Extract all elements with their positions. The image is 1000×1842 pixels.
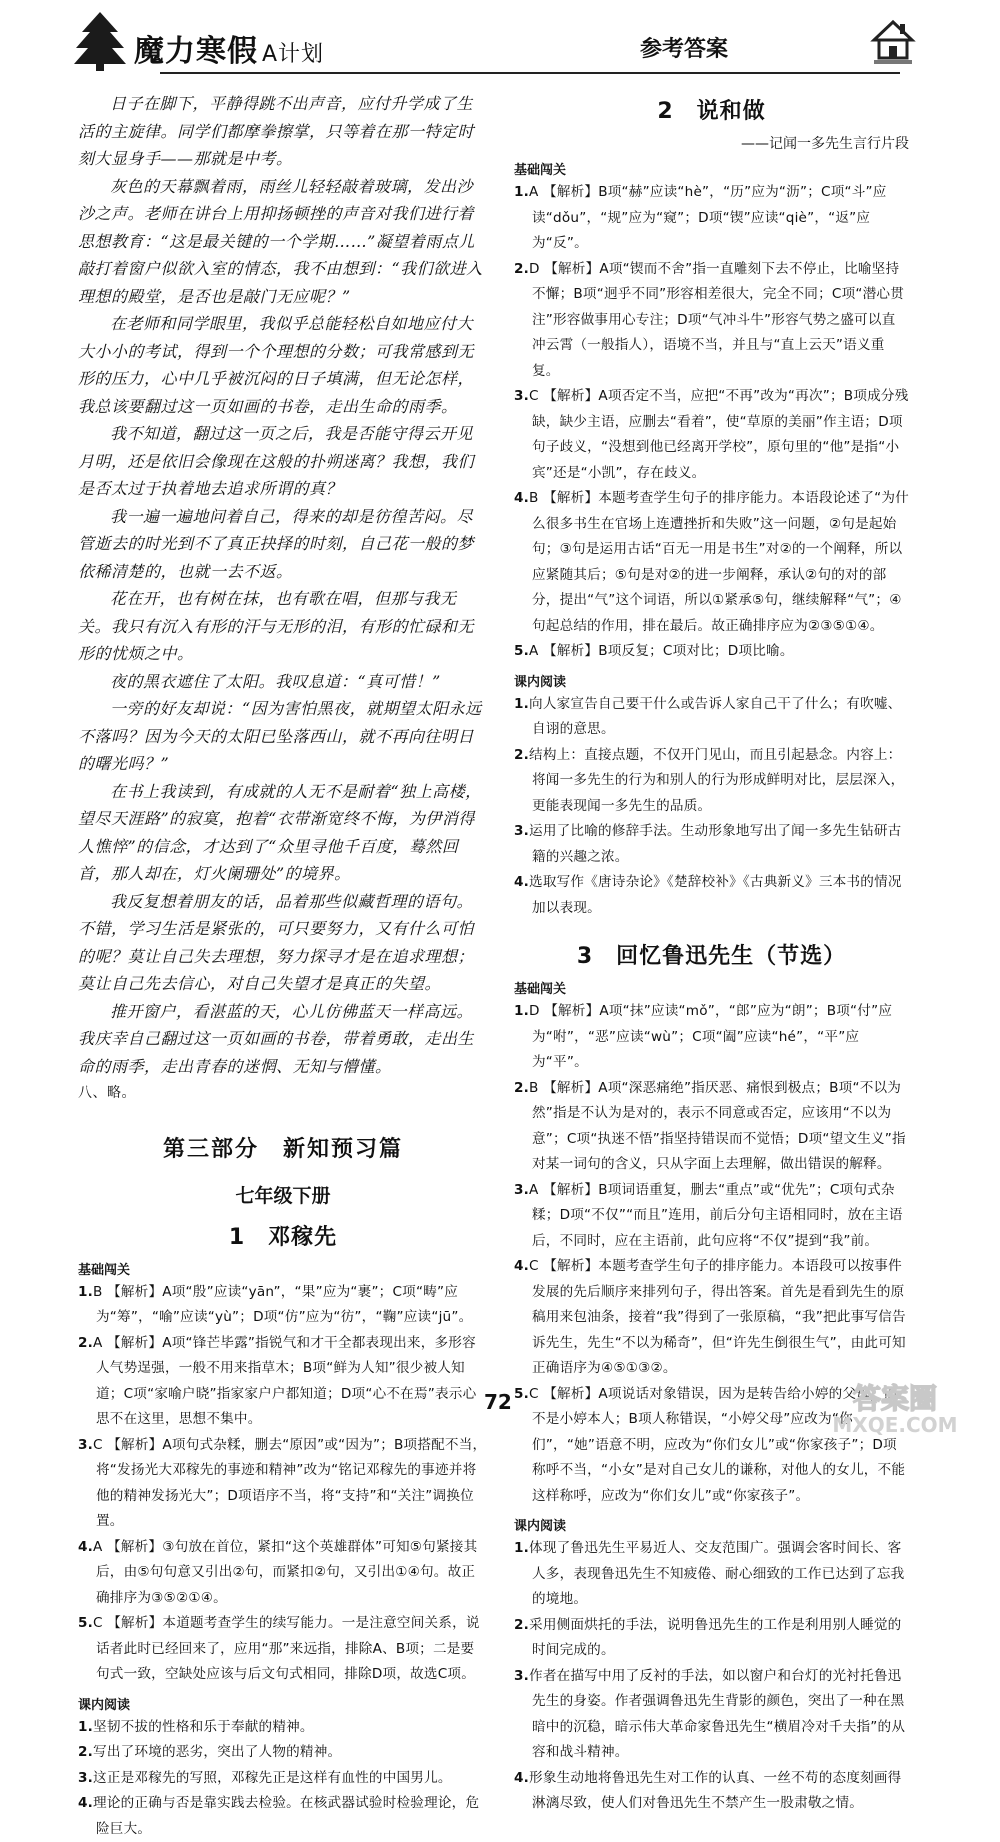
- essay-paragraph: 我一遍一遍地问着自己，得来的却是彷徨苦闷。尽管逝去的时光到不了真正抉择的时刻，自己花一般的梦依稀清楚的，也就一去不返。: [78, 503, 488, 586]
- lesson-subtitle: ——记闻一多先生言行片段: [514, 133, 909, 153]
- essay: [78, 90, 488, 1108]
- list-item: 5.C 【解析】A项说话对象错误，因为是转告给小婷的父母，而不是小婷本人；B项人称错误，“小婷父母”应改为“你们”，“她”语意不明，应改为“你们女儿”或“你家孩子”；D项称呼不当，“小女”是对自己女儿的谦称，对他人的女儿，不能这样称呼，应改为“你们女儿”或“你家孩子”。: [514, 1382, 909, 1510]
- list-item: 3.C 【解析】A项否定不当，应把“不再”改为“再次”；B项成分残缺，缺少主语，应删去“看着”，使“草原的美丽”作主语；D项句子歧义，“没想到他已经离开学校”，原句里的“他”是指“小宾”还是“小凯”，存在歧义。: [514, 384, 909, 486]
- section-heading: 基础闯关: [514, 159, 909, 178]
- section-heading: 基础闯关: [78, 1259, 488, 1278]
- list-item: 3.作者在描写中用了反衬的手法，如以窗户和台灯的光衬托鲁迅先生的身姿。作者强调鲁迅先生背影的颜色，突出了一种在黑暗中的沉稳，暗示伟大革命家鲁迅先生“横眉冷对千夫指”的从容和战斗精神。: [514, 1664, 909, 1766]
- list-item: 1.B 【解析】A项“殷”应读“yān”，“果”应为“裹”；C项“畴”应为“筹”，“喻”应读“yù”；D项“仿”应为“彷”，“鞠”应读“jū”。: [78, 1280, 488, 1331]
- lesson-title: 1 邓稼先: [78, 1220, 488, 1251]
- essay-paragraph: 推开窗户，看湛蓝的天，心儿仿佛蓝天一样高远。我庆幸自己翻过这一页如画的书卷，带着勇敢，走出生命的雨季，走出青春的迷惘、无知与懵懂。: [78, 998, 488, 1081]
- watermark-logo: [800, 1378, 990, 1436]
- list-item: 4.C 【解析】本题考查学生句子的排序能力。本语段可以按事件发展的先后顺序来排列句子，得出答案。首先是看到先生的原稿用来包油条，接着“我”得到了一张原稿，“我”把此事写信告诉先生，先生“不以为稀奇”，但“许先生倒很生气”，由此可知正确语序为④⑤①③②。: [514, 1254, 909, 1382]
- list-item: 1.坚韧不拔的性格和乐于奉献的精神。: [78, 1715, 488, 1741]
- brand-sub: A计划: [262, 42, 324, 67]
- left-column: [78, 90, 488, 1842]
- lesson-title: 3 回忆鲁迅先生（节选）: [514, 939, 909, 970]
- essay-paragraph: 日子在脚下，平静得跳不出声音，应付升学成了生活的主旋律。同学们都摩拳擦掌，只等着在那一特定时刻大显身手——那就是中考。: [78, 90, 488, 173]
- snow-house-icon: [868, 16, 918, 66]
- essay-paragraph: 一旁的好友却说：“因为害怕黑夜，就期望太阳永远不落吗？因为今天的太阳已坠落西山，就不再向往明日的曙光吗？”: [78, 695, 488, 778]
- list-item: 4.B 【解析】本题考查学生句子的排序能力。本语段论述了“为什么很多书生在官场上连遭挫折和失败”这一问题，②句是起始句；③句是运用古话“百无一用是书生”对②的一个阐释，所以应紧随其后；⑤句是对②的进一步阐释，承认②句的对的部分，提出“气”这个词语，所以①紧承⑤句，继续解释“气”；④句起总结的作用，排在最后。故正确排序应为②③⑤①④。: [514, 486, 909, 639]
- list-item: 4.形象生动地将鲁迅先生对工作的认真、一丝不苟的态度刻画得淋漓尽致，使人们对鲁迅先生不禁产生一股肃敬之情。: [514, 1766, 909, 1817]
- section-heading: 课内阅读: [514, 1515, 909, 1534]
- list-item: 1.A 【解析】B项“赫”应读“hè”，“历”应为“沥”；C项“斗”应读“dǒu”，“规”应为“窥”；D项“锲”应读“qiè”，“返”应为“反”。: [514, 180, 909, 257]
- list-item: 5.C 【解析】本道题考查学生的续写能力。一是注意空间关系，说话者此时已经回来了，应用“那”来远指，排除A、B项；二是要句式一致，空缺处应该与后文句式相同，排除D项，故选C项。: [78, 1611, 488, 1688]
- header-rule: [160, 72, 900, 74]
- list-item: 3.这正是邓稼先的写照，邓稼先正是这样有血性的中国男儿。: [78, 1766, 488, 1792]
- list-item: 3.C 【解析】A项句式杂糅，删去“原因”或“因为”；B项搭配不当，将“发扬光大邓稼先的事迹和精神”改为“铭记邓稼先的事迹并将他的精神发扬光大”；D项语序不当，将“支持”和“关注”调换位置。: [78, 1433, 488, 1535]
- list-item: 5.A 【解析】B项反复；C项对比；D项比喻。: [514, 639, 909, 665]
- essay-paragraph: 在老师和同学眼里，我似乎总能轻松自如地应付大大小小的考试，得到一个个理想的分数；可我常感到无形的压力，心中几乎被沉闷的日子填满，但无论怎样，我总该要翻过这一页如画的书卷，走出生命的雨季。: [78, 310, 488, 420]
- list-item: 2.采用侧面烘托的手法，说明鲁迅先生的工作是利用别人睡觉的时间完成的。: [514, 1613, 909, 1664]
- list-item: 3.运用了比喻的修辞手法。生动形象地写出了闻一多先生钻研古籍的兴趣之浓。: [514, 819, 909, 870]
- pine-tree-icon: [72, 10, 128, 72]
- list-item: 1.体现了鲁迅先生平易近人、交友范围广。强调会客时间长、客人多，表现鲁迅先生不知疲倦、耐心细致的工作已达到了忘我的境地。: [514, 1536, 909, 1613]
- section-heading: 课内阅读: [78, 1694, 488, 1713]
- answer-list: [78, 1280, 488, 1688]
- answer-list: [514, 180, 909, 665]
- list-item: 4.A 【解析】③句放在首位，紧扣“这个英雄群体”可知⑤句紧接其后，由⑤句句意又引出②句，而紧扣②句，又引出①④句。故正确排序为③⑤②①④。: [78, 1535, 488, 1612]
- list-item: 1.D 【解析】A项“抹”应读“mǒ”，“郎”应为“朗”；B项“付”应为“咐”，“恶”应读“wù”；C项“阖”应读“hé”，“平”应为“平”。: [514, 999, 909, 1076]
- answer-list: [514, 692, 909, 922]
- page-number: 72: [484, 1390, 512, 1414]
- page-header: [0, 0, 1000, 80]
- list-item: 2.B 【解析】A项“深恶痛绝”指厌恶、痛恨到极点；B项“不以为然”指是不认为是对的，表示不同意或否定，应该用“不以为意”；C项“执迷不悟”指坚持错误而不觉悟；D项“望文生义”指对某一词句的含义，只从字面上去理解，做出错误的解释。: [514, 1076, 909, 1178]
- brand-name: 魔力寒假: [134, 34, 258, 69]
- essay-paragraph: 在书上我读到，有成就的人无不是耐着“独上高楼，望尽天涯路”的寂寞，抱着“衣带渐宽终不悔，为伊消得人憔悴”的信念，才达到了“众里寻他千百度，蓦然回首，那人却在，灯火阑珊处”的境界。: [78, 778, 488, 888]
- essay-paragraph: 我不知道，翻过这一页之后，我是否能守得云开见月明，还是依旧会像现在这般的扑朔迷离？我想，我们是否太过于执着地去追求所谓的真？: [78, 420, 488, 503]
- essay-paragraph: 夜的黑衣遮住了太阳。我叹息道：“真可惜！”: [78, 668, 488, 696]
- essay-end: 八、略。: [78, 1080, 488, 1108]
- list-item: 2.D 【解析】A项“锲而不舍”指一直雕刻下去不停止，比喻坚持不懈；B项“迥乎不同”形容相差很大，完全不同；C项“潜心贯注”形容做事用心专注；D项“气冲斗牛”形容气势之盛可以直冲云霄（一般指人），语境不当，并且与“直上云天”语义重复。: [514, 257, 909, 385]
- right-column: [514, 90, 909, 1817]
- section-heading: 基础闯关: [514, 978, 909, 997]
- list-item: 4.选取写作《唐诗杂论》《楚辞校补》《古典新义》三本书的情况加以表现。: [514, 870, 909, 921]
- essay-paragraph: 花在开，也有树在抹，也有歌在唱，但那与我无关。我只有沉入有形的汗与无形的泪，有形的忙碌和无形的忧烦之中。: [78, 585, 488, 668]
- list-item: 4.理论的正确与否是靠实践去检验。在核武器试验时检验理论，危险巨大。: [78, 1791, 488, 1842]
- list-item: 2.结构上：直接点题，不仅开门见山，而且引起悬念。内容上：将闻一多先生的行为和别人的行为形成鲜明对比，层层深入，更能表现闻一多先生的品质。: [514, 743, 909, 820]
- answer-list: [78, 1715, 488, 1842]
- list-item: 2.写出了环境的恶劣，突出了人物的精神。: [78, 1740, 488, 1766]
- list-item: 3.A 【解析】B项词语重复，删去“重点”或“优先”；C项句式杂糅；D项“不仅”“而且”连用，前后分句主语相同时，放在主语后，不同时，应在主语前，此句应将“不仅”提到“我”前。: [514, 1178, 909, 1255]
- essay-paragraph: 灰色的天幕飘着雨，雨丝儿轻轻敲着玻璃，发出沙沙之声。老师在讲台上用抑扬顿挫的声音对我们进行着思想教育：“这是最关键的一个学期……”凝望着雨点儿敲打着窗户似欲入室的情态，我不由想到：“我们欲进入理想的殿堂，是否也是敲门无应呢？”: [78, 173, 488, 311]
- section-heading: 课内阅读: [514, 671, 909, 690]
- answer-title: 参考答案: [640, 32, 728, 63]
- brand-logo: [134, 26, 324, 70]
- essay-paragraph: 我反复想着朋友的话，品着那些似藏哲理的语句。不错，学习生活是紧张的，可只要努力，又有什么可怕的呢？莫让自己失去理想，努力探寻才是在追求理想；莫让自己先去信心，对自己失望才是真正的失望。: [78, 888, 488, 998]
- grade-title: 七年级下册: [78, 1181, 488, 1208]
- list-item: 1.向人家宣告自己要干什么或告诉人家自己干了什么；有吹嘘、自诩的意思。: [514, 692, 909, 743]
- part-title: 第三部分 新知预习篇: [78, 1132, 488, 1163]
- watermark-top: 答案圈: [853, 1382, 937, 1415]
- lesson-title: 2 说和做: [514, 94, 909, 125]
- list-item: 2.A 【解析】A项“锋芒毕露”指锐气和才干全都表现出来，多形容人气势逞强，一般不用来指草木；B项“鲜为人知”很少被人知道；C项“家喻户晓”指家家户户都知道；D项“心不在焉”表示心思不在这里，思想不集中。: [78, 1331, 488, 1433]
- watermark-bottom: MXQE.COM: [832, 1413, 957, 1436]
- answer-list: [514, 1536, 909, 1817]
